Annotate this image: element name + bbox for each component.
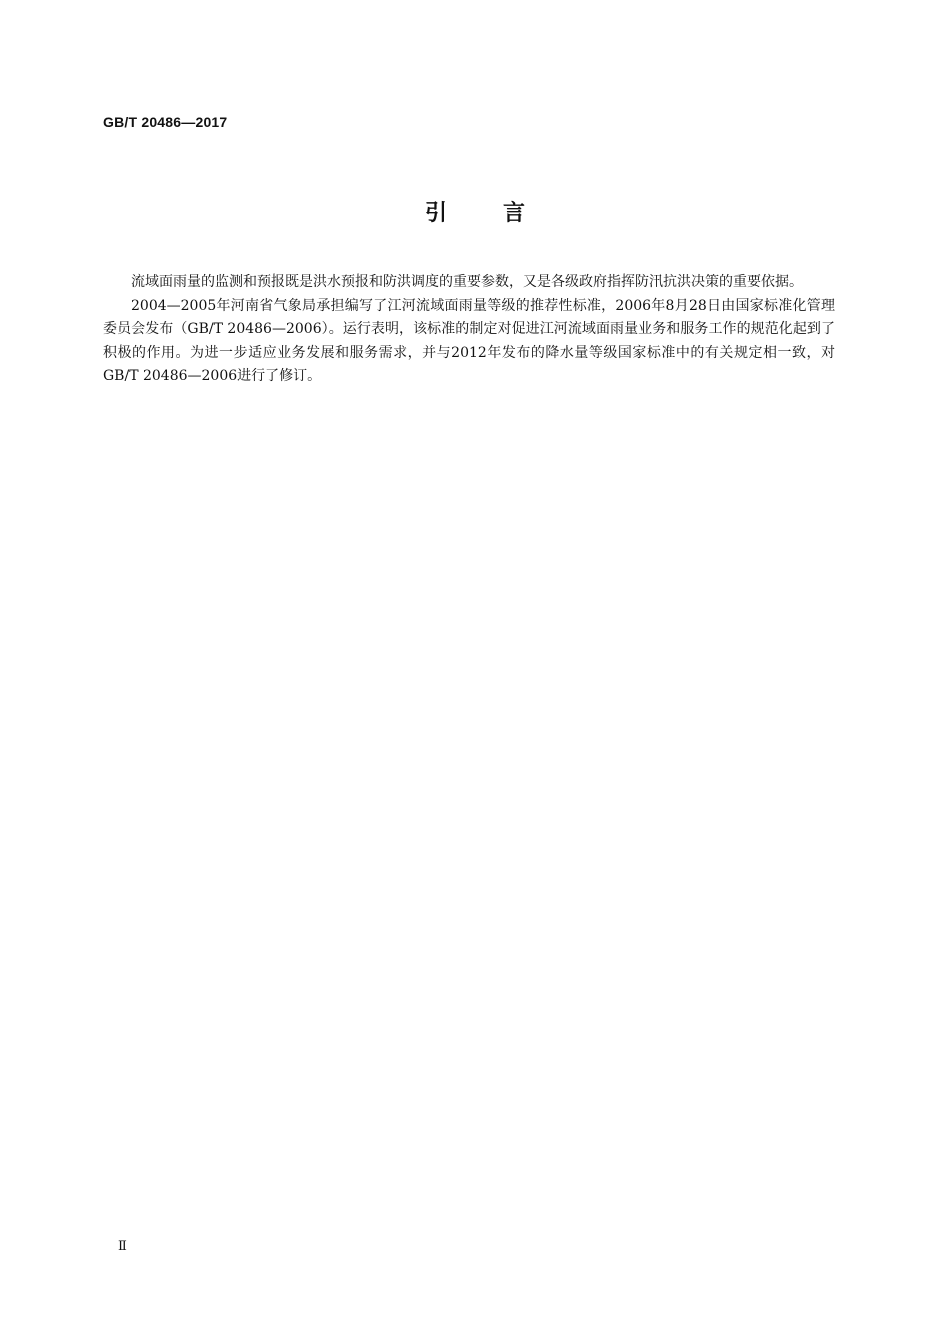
page-number: Ⅱ [118,1239,127,1254]
title-char-2: 言 [503,201,526,226]
standard-code: GB/T 20486—2017 [103,114,228,130]
paragraph-1: 流域面雨量的监测和预报既是洪水预报和防洪调度的重要参数，又是各级政府指挥防汛抗洪决策的重要依据。 [131,274,803,290]
paragraph-2: 2004—2005年河南省气象局承担编写了江河流域面雨量等级的推荐性标准，2006年8月28日由国家标准化管理委员会发布（GB/T 20486—2006）。运行表明，该标准的制定对促进江河流域面雨量业务和服务工作的规范化起到了积极的作用。为进一步适应业务发展和服务需求，并与2012年发布的降水量等级国家标准中的有关规定相一致，对GB/T 20486—2006进行了修订。 [103,297,835,384]
introduction-body [103,271,835,389]
page-title [0,196,950,227]
title-char-1: 引 [424,201,447,226]
